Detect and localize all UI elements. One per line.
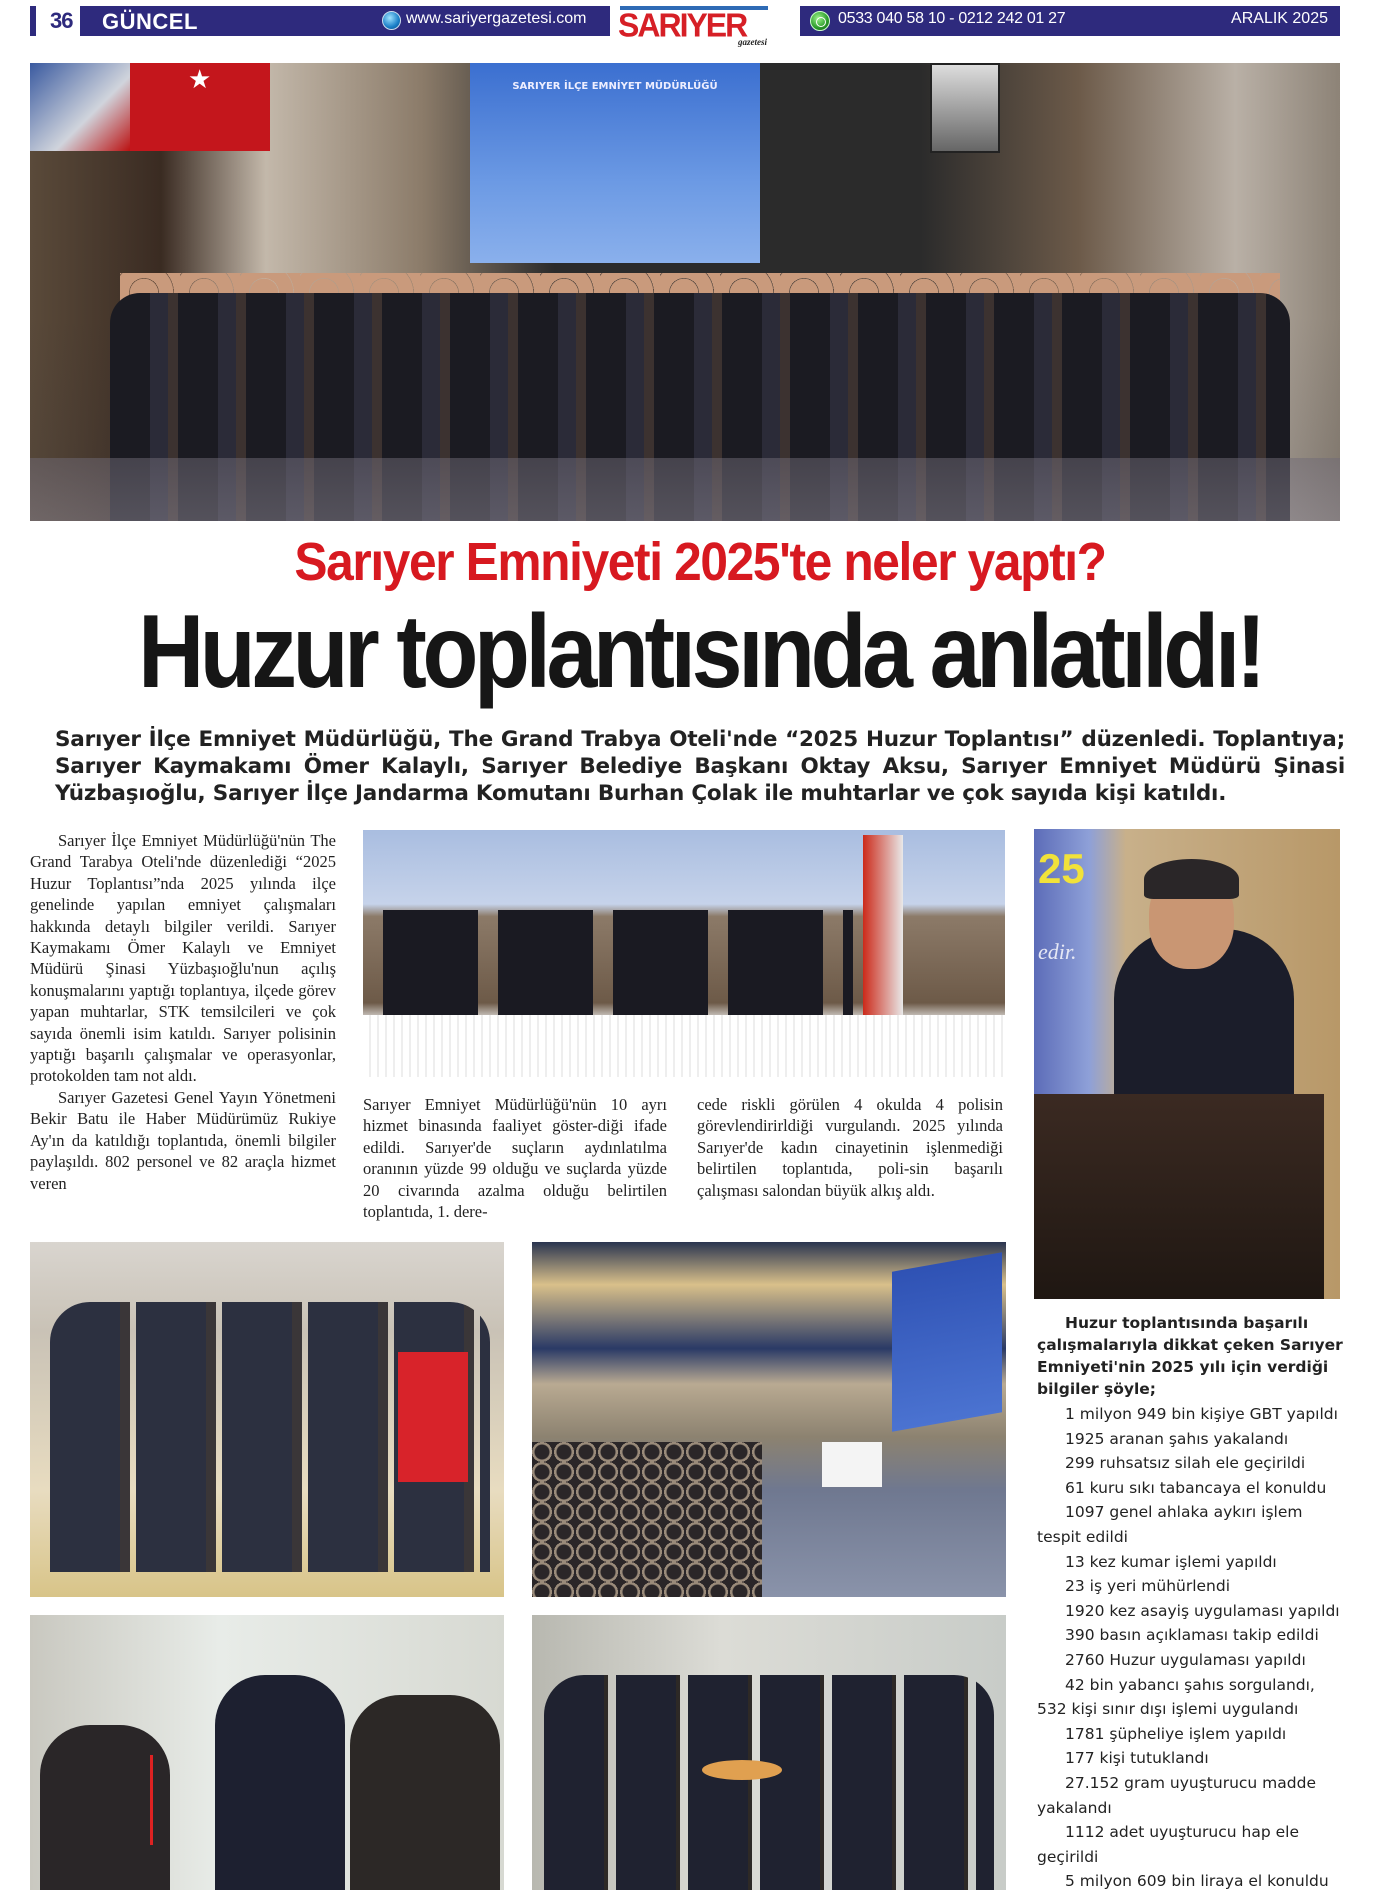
stats-sidebar <box>1037 1312 1347 1894</box>
article-kicker: Sarıyer Emniyeti 2025'te neler yaptı? <box>294 532 1106 592</box>
stat-item: 299 ruhsatsız silah ele geçirildi <box>1065 1454 1306 1473</box>
stat-item: 2760 Huzur uygulaması yapıldı <box>1065 1650 1306 1669</box>
logo-wordmark: SARIYER <box>618 6 747 44</box>
logo-subtitle: gazetesi <box>738 37 767 47</box>
police-flag <box>30 63 130 151</box>
header-bar-left <box>30 6 610 36</box>
hall-screen <box>892 1252 1002 1431</box>
officer-hair <box>1144 859 1239 899</box>
header-bar-right <box>800 6 1340 36</box>
stat-item: 1920 kez asayiş uygulaması yapıldı <box>1065 1601 1340 1620</box>
meeting-hall-photo <box>532 1242 1006 1597</box>
body-paragraph: Sarıyer İlçe Emniyet Müdürlüğü'nün The Grand Tarabya Oteli'nde düzenlediği “2025 Huzur Toplantısı”nda 2025 yılında ilçe genelinde yapılan emniyet çalışmaları hakkında detaylı bilgiler verildi. Sarıyer Kaymakamı Ömer Kalaylı ve Emniyet Müdürü Şinasi Yüzbaşıoğlu'nun açılış konuşmalarını yaptığı toplantıya, ilçede görev yapan muhtarlar, STK temsilcileri ve çok sayıda önemli isim katıldı. Sarıyer polisinin yaptığı başarılı çalışmalar ve operasyonlar, protokolden tam not aldı. <box>30 831 336 1086</box>
stat-item: 390 basın açıklaması takip edildi <box>1065 1626 1319 1645</box>
police-chief-speaking-photo <box>1034 829 1340 1299</box>
podium <box>1034 1094 1324 1299</box>
page-header <box>30 6 1340 47</box>
screen-number: 25 <box>1038 845 1085 892</box>
website-link[interactable]: www.sariyergazetesi.com <box>406 10 587 27</box>
article-column-2 <box>363 1094 667 1222</box>
web-icon <box>382 11 401 30</box>
officials-group-photo <box>532 1615 1006 1890</box>
stat-item: 13 kez kumar işlemi yapıldı <box>1065 1552 1277 1571</box>
floor <box>30 458 1340 521</box>
body-paragraph: Sarıyer Emniyet Müdürlüğü'nün 10 ayrı hizmet binasında faaliyet göster-diği ifade edildi. Sarıyer'de suçların aydınlatılma oranının yüzde 99 olduğu ve suçlarda yüzde 20 civarında azalma olduğu belirtilen toplantıda, 1. dere- <box>363 1095 667 1222</box>
stat-item: 23 iş yeri mühürlendi <box>1065 1577 1231 1596</box>
group-photo-main <box>30 63 1340 521</box>
article-column-1 <box>30 830 336 1194</box>
contact-phone: 0533 040 58 10 - 0212 242 01 27 <box>838 10 1066 27</box>
whatsapp-icon <box>810 11 830 31</box>
turkish-flag <box>130 63 270 151</box>
officials-trio-photo <box>30 1615 504 1890</box>
section-label: GÜNCEL <box>102 9 198 34</box>
stat-item: 1 milyon 949 bin kişiye GBT yapıldı <box>1065 1405 1338 1423</box>
stat-item: 177 kişi tutuklandı <box>1065 1749 1209 1768</box>
panel-table <box>363 1015 1005 1077</box>
article-column-3 <box>697 1094 1003 1201</box>
stat-item: 42 bin yabancı şahıs sorgulandı, 532 kişi sınır dışı işlemi uygulandı <box>1037 1675 1315 1719</box>
projection-screen <box>470 63 760 263</box>
cocktail-table <box>702 1760 782 1780</box>
stats-list <box>1037 1402 1347 1894</box>
newspaper-logo[interactable] <box>610 6 800 48</box>
head-table <box>822 1442 882 1487</box>
stat-item: 5 milyon 609 bin liraya el konuldu <box>1065 1872 1329 1891</box>
person <box>350 1695 500 1890</box>
issue-date: ARALIK 2025 <box>1231 10 1328 27</box>
red-crescent-vest <box>398 1352 468 1482</box>
page-number-box <box>30 6 80 36</box>
ataturk-portrait <box>930 63 1000 153</box>
body-paragraph: cede riskli görülen 4 okulda 4 polisin görevlendirirldiği vurgulandı. 2025 yılında Sarıyer'de kadın cinayetinin işlenmediği belirtilen toplantıda, poli-sin başarılı çalışması salondan büyük alkış aldı. <box>697 1095 1003 1200</box>
stat-item: 1112 adet uyuşturucu hap ele geçirildi <box>1037 1823 1299 1866</box>
article-lede: Sarıyer İlçe Emniyet Müdürlüğü, The Grand Trabya Oteli'nde “2025 Huzur Toplantısı” düzenledi. Toplantıya; Sarıyer Kaymakamı Ömer Kalaylı, Sarıyer Belediye Başkanı Oktay Aksu, Sarıyer Emniyet Müdürü Şinasi Yüzbaşıoğlu, Sarıyer İlçe Jandarma Komutanı Burhan Çolak ile muhtarlar ve çok sayıda kişi katıldı. <box>55 727 1345 806</box>
flag-stand <box>863 835 903 1015</box>
stat-item: 1781 şüpheliye işlem yapıldı <box>1065 1724 1287 1743</box>
body-paragraph: Sarıyer Gazetesi Genel Yayın Yönetmeni Bekir Batu ile Haber Müdürümüz Rukiye Ay'ın da katıldığı toplantıda, önemli bilgiler paylaşıldı. 802 personel ve 82 araçla hizmet veren <box>30 1087 336 1193</box>
screen-text: edir. <box>1038 939 1077 964</box>
person <box>215 1675 345 1890</box>
group-people <box>544 1675 994 1890</box>
press-lanyard <box>150 1755 153 1845</box>
guests-group-photo <box>30 1242 504 1597</box>
stat-item: 1925 aranan şahıs yakalandı <box>1065 1429 1289 1448</box>
screen-title: SARIYER İLÇE EMNİYET MÜDÜRLÜĞÜ <box>512 81 718 92</box>
stat-item: 61 kuru sıkı tabancaya el konuldu <box>1065 1478 1327 1497</box>
article-headline: Huzur toplantısında anlatıldı! <box>138 594 1262 710</box>
stat-item: 1097 genel ahlaka aykırı işlem tespit edildi <box>1037 1503 1303 1546</box>
page-number: 36 <box>50 8 73 33</box>
panel-members <box>383 910 853 1030</box>
panel-speakers-photo <box>363 830 1005 1077</box>
stats-intro: Huzur toplantısında başarılı çalışmalarıyla dikkat çeken Sarıyer Emniyeti'nin 2025 yılı için verdiği bilgiler şöyle; <box>1037 1314 1343 1398</box>
audience <box>532 1442 762 1597</box>
stat-item: 27.152 gram uyuşturucu madde yakalandı <box>1037 1773 1316 1817</box>
